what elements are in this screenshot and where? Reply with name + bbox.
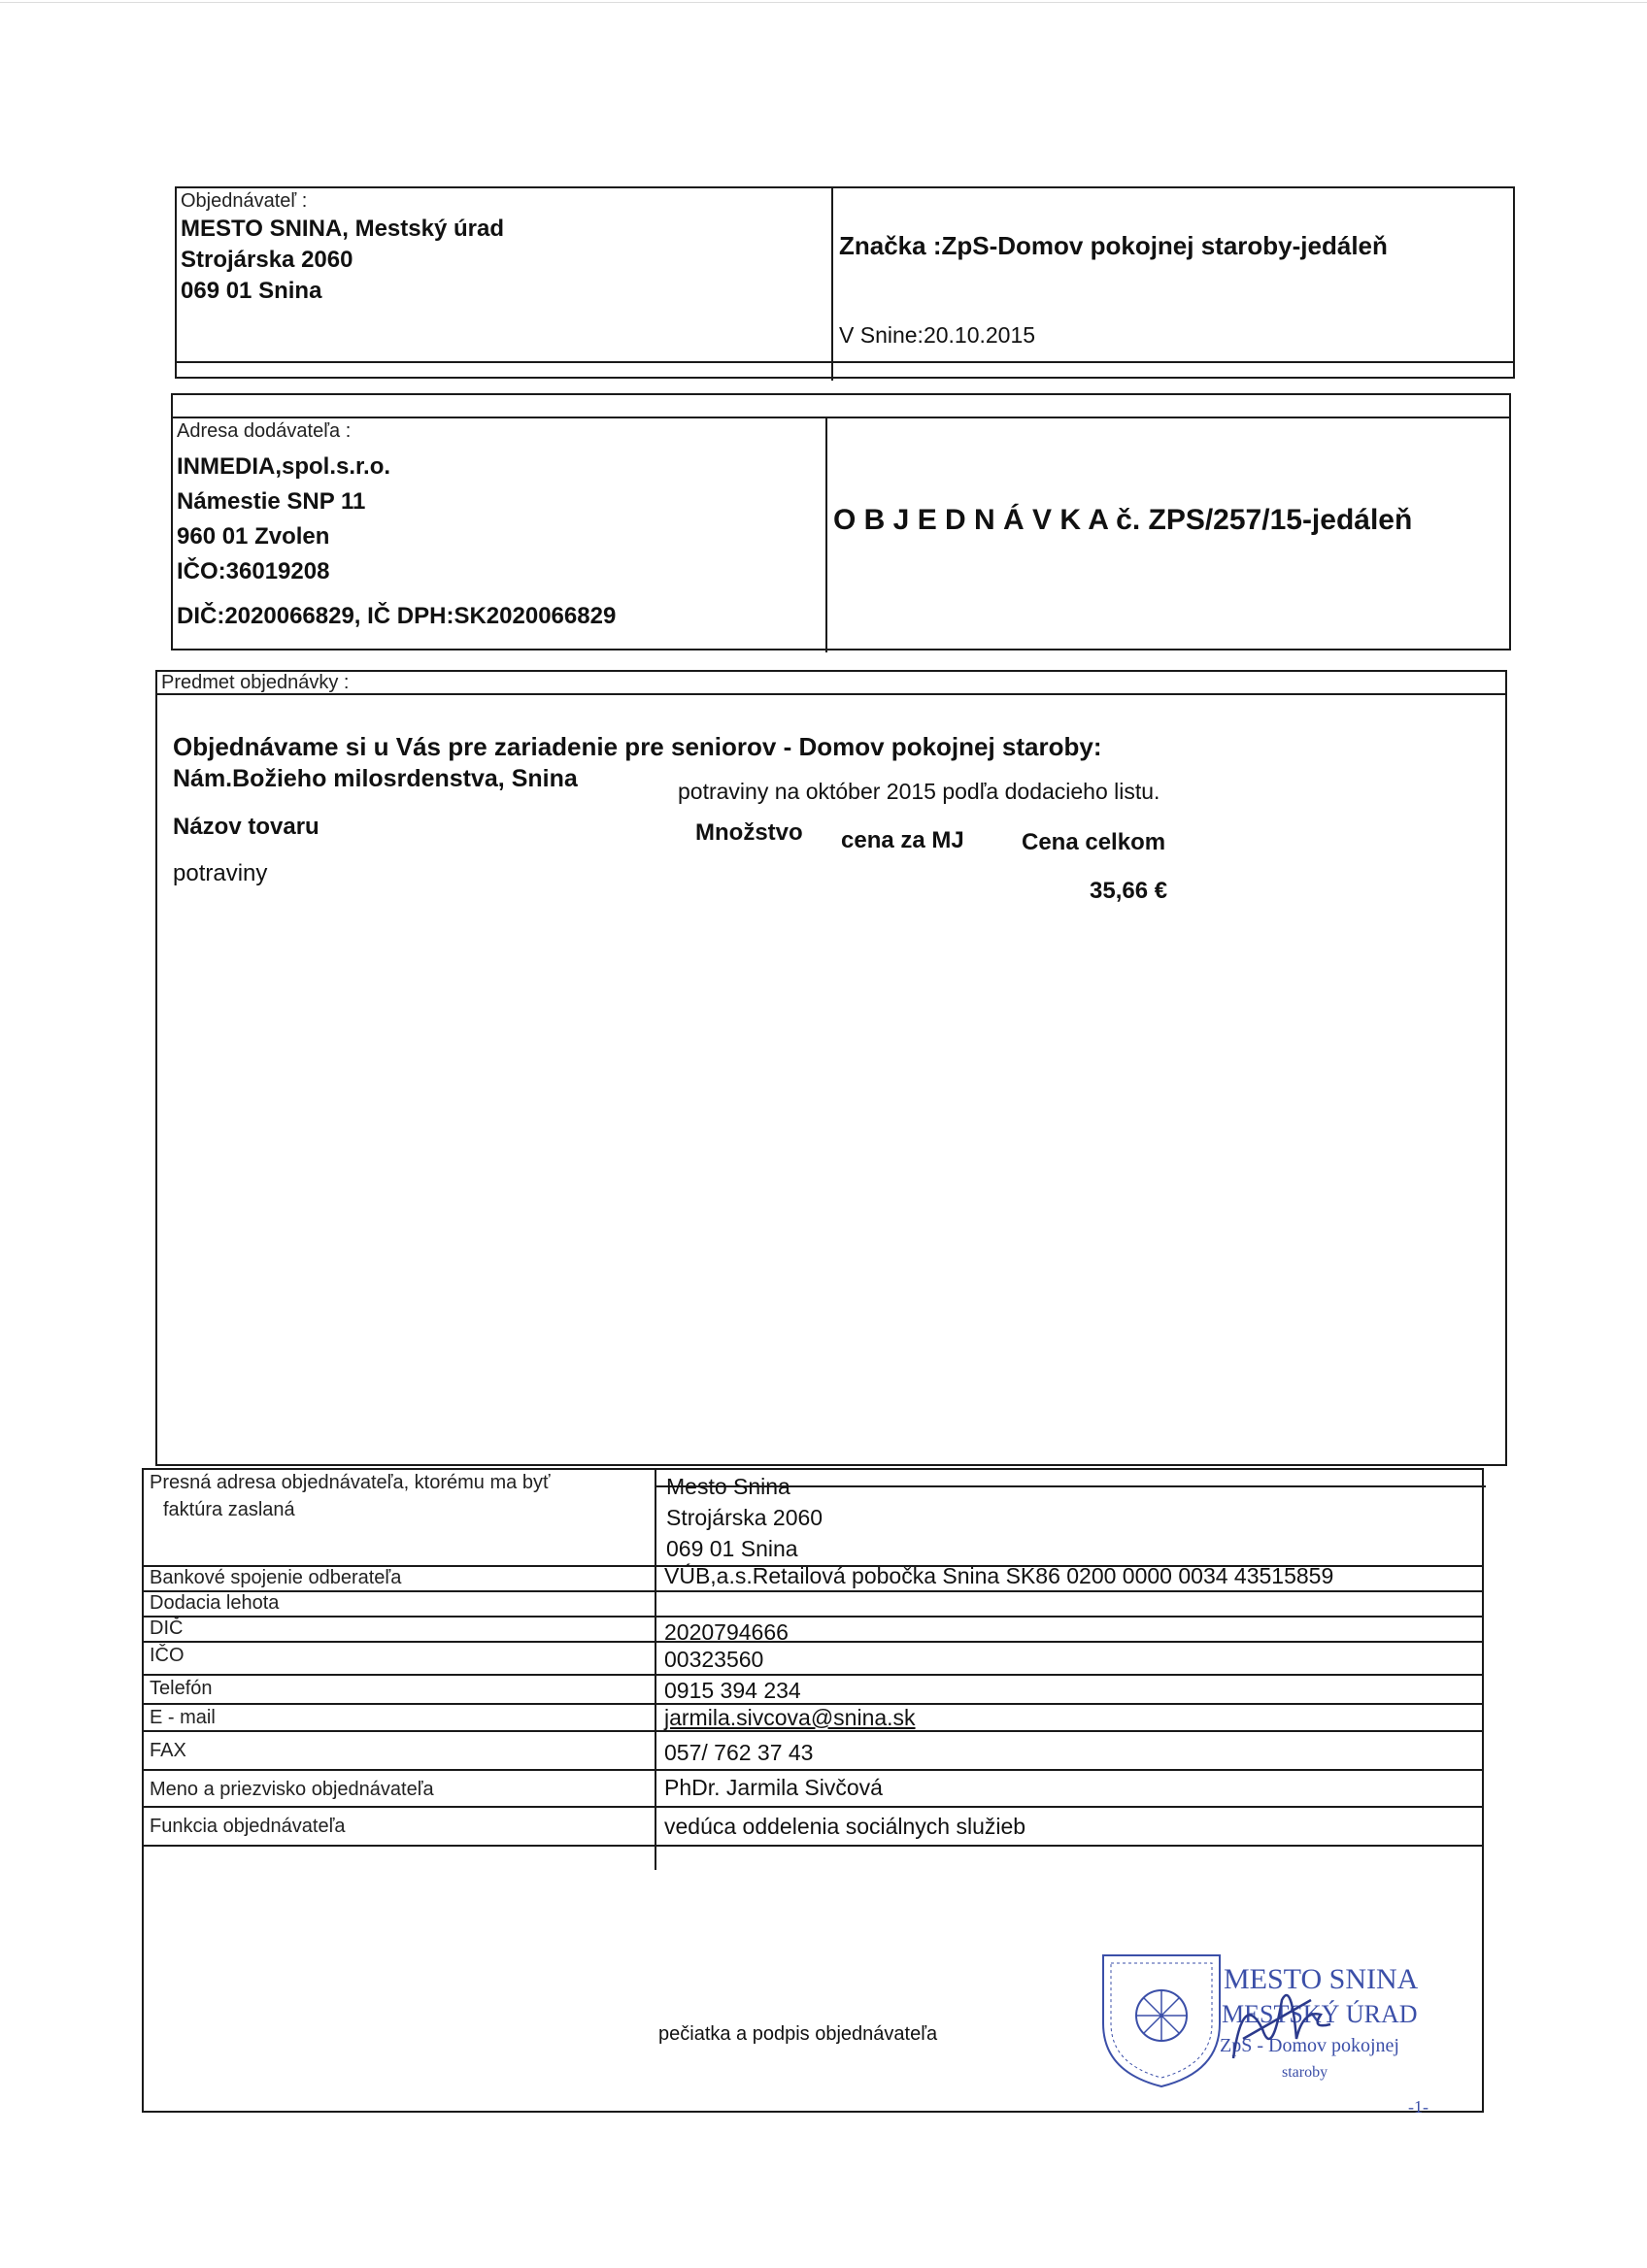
row-rule-end bbox=[144, 1845, 1482, 1847]
subject-section bbox=[155, 670, 1507, 1466]
row-rule-ico bbox=[144, 1641, 1482, 1643]
subject-line1: Objednávame si u Vás pre zariadenie pre seniorov - Domov pokojnej staroby: bbox=[173, 732, 1102, 761]
column-total: Cena celkom bbox=[1022, 829, 1166, 855]
reference-mark: Značka :ZpS-Domov pokojnej staroby-jedáleň bbox=[839, 231, 1388, 260]
email-label: E - mail bbox=[150, 1707, 216, 1728]
supplier-city: 960 01 Zvolen bbox=[177, 523, 330, 550]
subject-description: potraviny na október 2015 podľa dodacieho listu. bbox=[678, 779, 1160, 804]
bank-value: VÚB,a.s.Retailová pobočka Snina SK86 0200 0000 0034 43515859 bbox=[664, 1563, 1334, 1588]
supplier-label: Adresa dodávateľa : bbox=[177, 420, 352, 442]
supplier-section bbox=[171, 393, 1511, 650]
subject-location: Nám.Božieho milosrdenstva, Snina bbox=[173, 765, 578, 792]
item-total: 35,66 € bbox=[1090, 878, 1168, 904]
row-rule-phone bbox=[144, 1674, 1482, 1676]
supplier-name: INMEDIA,spol.s.r.o. bbox=[177, 453, 391, 480]
row-rule-delivery bbox=[144, 1590, 1482, 1592]
stamp-line5: -1- bbox=[1408, 2097, 1429, 2117]
address-label-line2: faktúra zaslaná bbox=[163, 1499, 295, 1520]
official-stamp bbox=[1097, 1951, 1476, 2136]
supplier-dic: DIČ:2020066829, IČ DPH:SK2020066829 bbox=[177, 603, 617, 629]
subject-top-rule bbox=[157, 693, 1505, 695]
column-item-name: Názov tovaru bbox=[173, 814, 319, 840]
supplier-top-rule bbox=[173, 417, 1509, 418]
row-rule-dic bbox=[144, 1616, 1482, 1618]
address-line3: 069 01 Snina bbox=[666, 1536, 798, 1561]
supplier-divider bbox=[825, 417, 827, 652]
address-label-line1: Presná adresa objednávateľa, ktorému ma byť bbox=[150, 1472, 551, 1493]
handwritten-signature bbox=[1214, 1971, 1350, 2078]
email-value: jarmila.sivcova@snina.sk bbox=[664, 1705, 916, 1730]
orderer-label: Objednávateľ : bbox=[181, 190, 308, 212]
details-divider bbox=[655, 1470, 656, 1870]
orderer-name: MESTO SNINA, Mestský úrad bbox=[181, 216, 504, 242]
fax-label: FAX bbox=[150, 1740, 186, 1761]
ico-value: 00323560 bbox=[664, 1647, 764, 1672]
ico-label: IČO bbox=[150, 1645, 185, 1666]
order-title: O B J E D N Á V K A č. ZPS/257/15-jedáleň bbox=[833, 504, 1413, 536]
dic-label: DIČ bbox=[150, 1618, 184, 1639]
orderer-divider bbox=[831, 188, 833, 381]
name-value: PhDr. Jarmila Sivčová bbox=[664, 1775, 883, 1800]
dic-value: 2020794666 bbox=[664, 1619, 789, 1645]
item-name: potraviny bbox=[173, 860, 268, 886]
order-date: V Snine:20.10.2015 bbox=[839, 322, 1036, 348]
address-line1: Mesto Snina bbox=[666, 1474, 790, 1499]
stamp-line4: staroby bbox=[1282, 2064, 1328, 2081]
supplier-street: Námestie SNP 11 bbox=[177, 488, 366, 515]
name-label: Meno a priezvisko objednávateľa bbox=[150, 1779, 434, 1800]
orderer-section bbox=[175, 186, 1515, 379]
function-value: vedúca oddelenia sociálnych služieb bbox=[664, 1814, 1026, 1839]
orderer-bottom-rule bbox=[177, 361, 1513, 363]
phone-value: 0915 394 234 bbox=[664, 1678, 801, 1703]
stamp-line2: MESTSKÝ ÚRAD bbox=[1222, 2000, 1418, 2028]
orderer-street: Strojárska 2060 bbox=[181, 247, 353, 273]
scan-edge-line bbox=[0, 2, 1647, 3]
supplier-ico: IČO:36019208 bbox=[177, 558, 330, 584]
fax-value: 057/ 762 37 43 bbox=[664, 1740, 814, 1765]
row-rule-name bbox=[144, 1769, 1482, 1771]
subject-label: Predmet objednávky : bbox=[161, 672, 350, 693]
row-rule-function bbox=[144, 1806, 1482, 1808]
coat-of-arms-emblem bbox=[1093, 1946, 1229, 2091]
address-line2: Strojárska 2060 bbox=[666, 1505, 824, 1530]
phone-label: Telefón bbox=[150, 1678, 213, 1699]
stamp-line1: MESTO SNINA bbox=[1224, 1963, 1419, 1995]
stamp-line3: ZpS - Domov pokojnej bbox=[1220, 2035, 1399, 2056]
function-label: Funkcia objednávateľa bbox=[150, 1816, 346, 1837]
signature-caption: pečiatka a podpis objednávateľa bbox=[658, 2023, 938, 2045]
bank-label: Bankové spojenie odberateľa bbox=[150, 1567, 402, 1588]
orderer-city: 069 01 Snina bbox=[181, 278, 322, 304]
column-quantity: Množstvo bbox=[695, 819, 803, 846]
delivery-label: Dodacia lehota bbox=[150, 1592, 280, 1614]
column-unit-price: cena za MJ bbox=[841, 827, 964, 853]
